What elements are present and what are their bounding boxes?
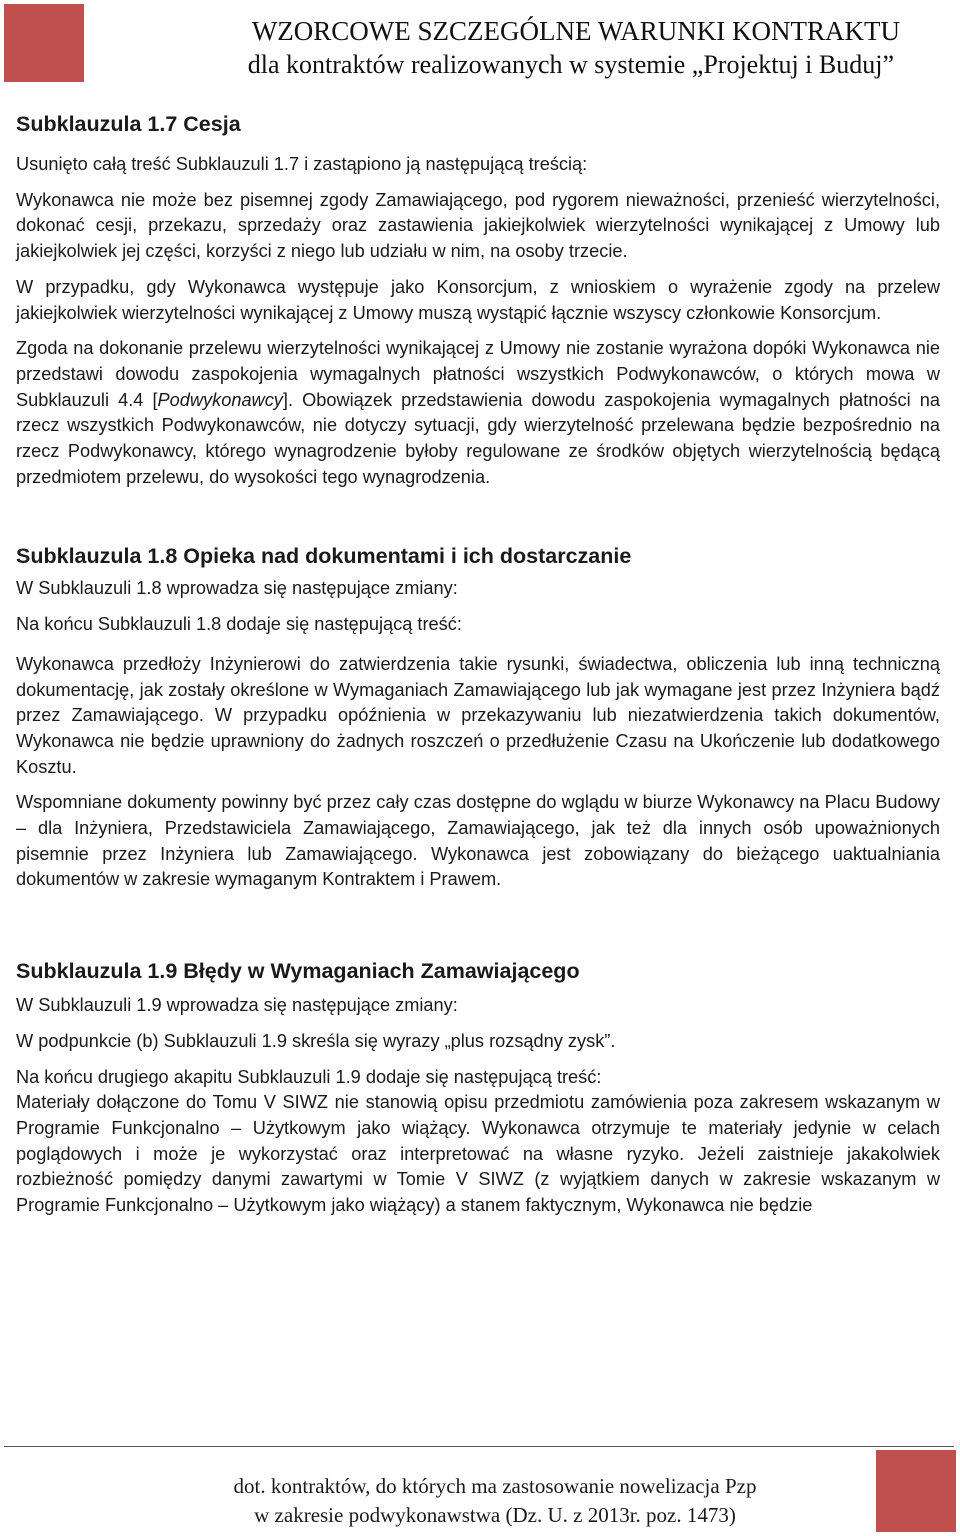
footer-line-1: dot. kontraktów, do których ma zastosowanie nowelizacja Pzp: [233, 1474, 757, 1498]
italic-reference: Podwykonawcy: [157, 389, 283, 410]
paragraph: Zgoda na dokonanie przelewu wierzytelności wynikającej z Umowy nie zostanie wyrażona dopóki Wykonawca nie przedstawi dowodu zaspokojenia wymagalnych płatności wszystkich Podwykonawców, o których mowa w Subklauzuli 4.4 [Podwykonawcy]. Obowiązek przedstawienia dowodu zaspokojenia wymagalnych płatności na rzecz wszystkich Podwykonawców, nie dotyczy sytuacji, gdy wierzytelność przelewana będzie bezpośrednio na rzecz Podwykonawcy, którego wynagrodzenie byłoby regulowane ze środków objętych wierzytelnością będącą przedmiotem przelewu, do wysokości tego wynagrodzenia.: [16, 338, 940, 487]
section-heading-1-7: Subklauzula 1.7 Cesja: [16, 112, 241, 136]
footer-divider: [4, 1446, 954, 1447]
section-heading-1-9: Subklauzula 1.9 Błędy w Wymaganiach Zamawiającego: [16, 959, 580, 984]
instruction-line: W podpunkcie (b) Subklauzuli 1.9 skreśla się wyrazy „plus rozsądny zysk”.: [16, 1030, 616, 1051]
section-intro: Usunięto całą treść Subklauzuli 1.7 i zastąpiono ją następującą treścią:: [16, 154, 588, 174]
instruction-line: W Subklauzuli 1.9 wprowadza się następujące zmiany:: [16, 995, 458, 1016]
footer-color-block: [876, 1450, 956, 1532]
footer-note: [150, 1472, 840, 1530]
paragraph: W przypadku, gdy Wykonawca występuje jako Konsorcjum, z wnioskiem o wyrażenie zgody na przelew jakiejkolwiek wierzytelności wynikającej z Umowy muszą wystąpić łącznie wszyscy członkowie Konsorcjum.: [16, 276, 940, 323]
header-color-block: [4, 4, 84, 82]
paragraph: Wykonawca nie może bez pisemnej zgody Zamawiającego, pod rygorem nieważności, przenieść wierzytelności, dokonać cesji, przekazu, sprzedaży oraz zastawienia jakiejkolwiek wierzytelności wynikającej z Umowy lub jakiejkolwiek jej części, korzyści z niego lub udziału w nim, na osoby trzecie.: [16, 189, 940, 262]
header-title: WZORCOWE SZCZEGÓLNE WARUNKI KONTRAKTU: [251, 16, 900, 46]
instruction-line: Na końcu Subklauzuli 1.8 dodaje się następującą treść:: [16, 614, 462, 635]
paragraph: Materiały dołączone do Tomu V SIWZ nie stanowią opisu przedmiotu zamówienia poza zakresem wskazanym w Programie Funkcjonalno – Użytkowym jako wiążący. Wykonawca otrzymuje te materiały jedynie w celach poglądowych i może je wykorzystać oraz interpretować na własne ryzyko. Jeżeli zaistnieje jakakolwiek rozbieżność pomiędzy danymi zawartymi w Tomie V SIWZ (z wyjątkiem danych w zakresie wskazanym w Programie Funkcjonalno – Użytkowym jako wiążący) a stanem faktycznym, Wykonawca nie będzie: [16, 1092, 940, 1216]
instruction-line: W Subklauzuli 1.8 wprowadza się następujące zmiany:: [16, 578, 458, 599]
footer-line-2: w zakresie podwykonawstwa (Dz. U. z 2013r. poz. 1473): [254, 1503, 736, 1527]
instruction-line: Na końcu drugiego akapitu Subklauzuli 1.9 dodaje się następującą treść:: [16, 1066, 602, 1087]
header-subtitle: dla kontraktów realizowanych w systemie „Projektuj i Buduj”: [247, 50, 894, 79]
section-heading-1-8: Subklauzula 1.8 Opieka nad dokumentami i ich dostarczanie: [16, 544, 632, 569]
document-body: [16, 110, 940, 1219]
paragraph: Wykonawca przedłoży Inżynierowi do zatwierdzenia takie rysunki, świadectwa, obliczenia lub inną techniczną dokumentację, jak zostały określone w Wymaganiach Zamawiającego lub jak wymagane jest przez Inżyniera bądź przez Zamawiającego. W przypadku opóźnienia w przekazywaniu lub niezatwierdzenia takich dokumentów, Wykonawca nie będzie uprawniony do żadnych roszczeń o przedłużenie Czasu na Ukończenie lub dodatkowego Kosztu.: [16, 653, 940, 777]
paragraph: Wspomniane dokumenty powinny być przez cały czas dostępne do wglądu w biurze Wykonawcy na Placu Budowy – dla Inżyniera, Przedstawiciela Zamawiającego, Zamawiającego, jak też dla innych osób upoważnionych pisemnie przez Inżyniera lub Zamawiającego. Wykonawca jest zobowiązany do bieżącego uaktualniania dokumentów w zakresie wymaganym Kontraktem i Prawem.: [16, 792, 940, 890]
